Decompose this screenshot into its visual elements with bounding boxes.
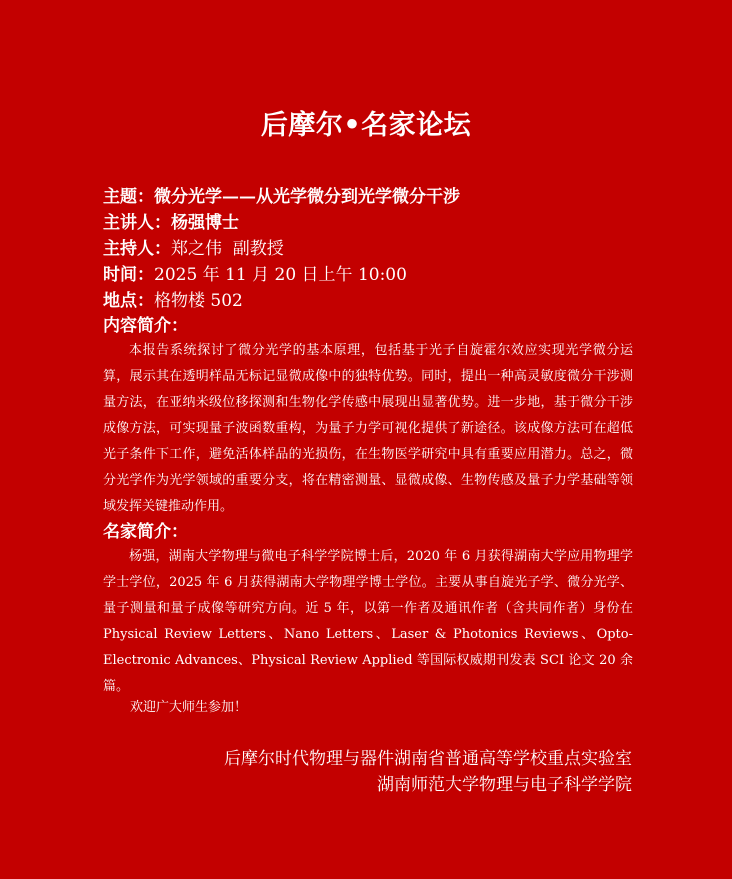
content-heading: 内容简介： bbox=[103, 316, 188, 336]
topic-label: 主题： bbox=[103, 187, 154, 207]
place-value: 格物楼 502 bbox=[154, 291, 243, 311]
organizer-line: 后摩尔时代物理与器件湖南省普通高等学校重点实验室 bbox=[224, 749, 632, 769]
topic-value: 微分光学——从光学微分到光学微分干涉 bbox=[154, 187, 460, 207]
content-paragraph: 本报告系统探讨了微分光学的基本原理，包括基于光子自旋霍尔效应实现光学微分运算，展示其在透明样品无标记显微成像中的独特优势。同时，提出一种高灵敏度微分干涉测量方法，在亚纳米级位移探测和生物化学传感中展现出显著优势。进一步地，基于微分干涉成像方法，可实现量子波函数重构，为量子力学可视化提供了新途径。该成像方法可在超低光子条件下工作，避免活体样品的光损伤，在生物医学研究中具有重要应用潜力。总之，微分光学作为光学领域的重要分支，将在精密测量、显微成像、生物传感及量子力学基础等领域发挥关键推动作用。 bbox=[103, 343, 633, 514]
event-info bbox=[103, 184, 643, 700]
speaker-label: 主讲人： bbox=[103, 213, 171, 233]
welcome-text: 欢迎广大师生参加！ bbox=[130, 700, 248, 715]
place-row bbox=[103, 288, 643, 314]
organizer-line: 湖南师范大学物理与电子科学学院 bbox=[377, 775, 632, 795]
time-value: 2025 年 11 月 20 日上午 10:00 bbox=[154, 265, 407, 285]
bio-paragraph: 杨强，湖南大学物理与微电子科学学院博士后，2020 年 6 月获得湖南大学应用物理学学士学位，2025 年 6 月获得湖南大学物理学博士学位。主要从事自旋光子学、微分光学、量子测量和量子成像等研究方向。近 5 年，以第一作者及通讯作者（含共同作者）身份在 Physical Review Letters、Nano Letters、Laser & Photonics Reviews、Opto-Electronic Advances、Physical Review Applied 等国际权威期刊发表 SCI 论文 20 余篇。 bbox=[103, 549, 633, 694]
host-label: 主持人： bbox=[103, 239, 171, 259]
speaker-row bbox=[103, 210, 643, 236]
organizers bbox=[224, 746, 632, 798]
topic-row bbox=[103, 184, 643, 210]
poster-title: 后摩尔•名家论坛 bbox=[260, 110, 472, 141]
host-row bbox=[103, 236, 643, 262]
speaker-value: 杨强博士 bbox=[171, 213, 239, 233]
time-row bbox=[103, 262, 643, 288]
time-label: 时间： bbox=[103, 265, 154, 285]
host-value: 郑之伟 副教授 bbox=[171, 239, 284, 259]
bio-heading: 名家简介： bbox=[103, 522, 188, 542]
place-label: 地点： bbox=[103, 291, 154, 311]
